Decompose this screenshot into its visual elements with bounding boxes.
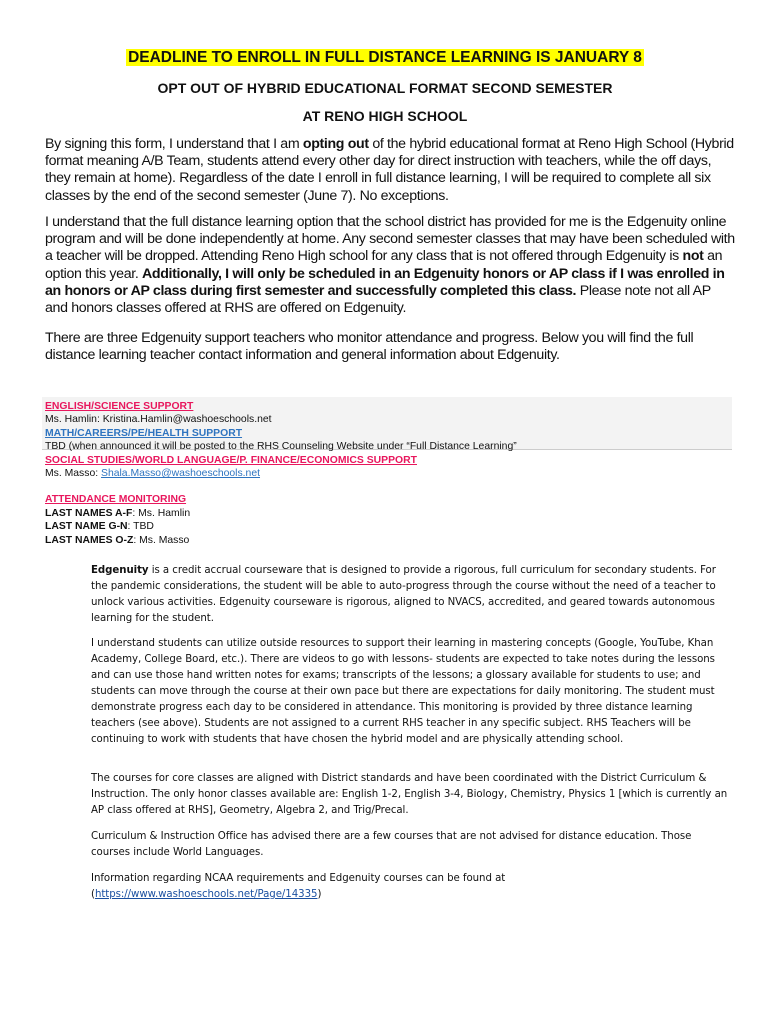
edgenuity-option-paragraph: I understand that the full distance learning option that the school district has provided for me is the Edgenuity online program and will be done independently at home. Any second semester classes that may have been scheduled with a teacher will be dropped. Attending Reno High school for any class that is not offered through Edgenuity is not an option this year. Additionally, I will only be scheduled in an Edgenuity honors or AP class if I was enrolled in an honors or AP class during first semester and successfully completed this class. Please note not all AP and honors classes offered at RHS are offered on Edgenuity. bbox=[45, 214, 735, 317]
edgenuity-description: Edgenuity is a credit accrual courseware that is designed to provide a rigorous, full curriculum for secondary students. For the pandemic considerations, the student will be able to auto-progress through the course without the need of a teacher to unlock various activities. Edgenuity courseware is rigorous, aligned to NVACS, accredited, and geared towards autonomous learning for the student. bbox=[91, 565, 716, 624]
deadline-heading bbox=[0, 48, 770, 68]
attendance-monitoring bbox=[45, 493, 190, 547]
attendance-row: LAST NAMES O-Z: Ms. Masso bbox=[45, 534, 190, 546]
ncaa-info-paragraph: Information regarding NCAA requirements and Edgenuity courses can be found at (https://www.washoeschools.net/Page/14335) bbox=[91, 873, 506, 900]
opting-out-emphasis: opting out bbox=[302, 136, 369, 152]
math-careers-contact: TBD (when announced it will be posted to the RHS Counseling Website under “Full Distance Learning” bbox=[45, 441, 517, 453]
attendance-heading: ATTENDANCE MONITORING bbox=[45, 494, 187, 505]
social-studies-contact: Ms. Masso: Shala.Masso@washoeschools.net bbox=[45, 468, 261, 480]
outside-resources-paragraph: I understand students can utilize outside resources to support their learning in mastering concepts (Google, YouTube, Khan Academy, College Board, etc.). There are videos to go with lessons- students are expected to take notes during the lessons and can use those hand written notes for exams; transcripts of the lessons; a glossary available for students to use; and students can move through the course at their own pace but there are expectations for daily monitoring. The student must demonstrate progress each day to be considered in attendance. This monitoring is provided by three distance learning teachers (see above). Students are not assigned to a current RHS teacher in any specific subject. RHS Teachers will be continuing to work with students that have chosen the hybrid model and are physically attending school. bbox=[91, 638, 715, 745]
curriculum-office-paragraph: Curriculum & Instruction Office has advised there are a few courses that are not advised for distance education. Those courses include World Languages. bbox=[91, 831, 692, 858]
masso-email-link[interactable]: Shala.Masso@washoeschools.net bbox=[101, 468, 261, 480]
honors-ap-emphasis: Additionally, I will only be scheduled in an Edgenuity honors or AP class if I was enrolled in an honors or AP class during first semester and successfully completed this class. bbox=[45, 265, 725, 299]
social-studies-heading: SOCIAL STUDIES/WORLD LANGUAGE/P. FINANCE/ECONOMICS SUPPORT bbox=[45, 454, 417, 466]
core-classes-paragraph: The courses for core classes are aligned with District standards and have been coordinated with the District Curriculum & Instruction. The only honor classes available are: English 1-2, English 3-4, Biology, Chemistry, Physics 1 [which is currently an AP class offered at RHS], Geometry, Algebra 2, and Trig/Precal. bbox=[91, 773, 728, 816]
attendance-row: LAST NAME G-N: TBD bbox=[45, 521, 154, 533]
english-science-contact: Ms. Hamlin: Kristina.Hamlin@washoeschools.net bbox=[45, 414, 272, 426]
english-science-heading: ENGLISH/SCIENCE SUPPORT bbox=[45, 401, 194, 412]
opt-out-paragraph: By signing this form, I understand that I am opting out of the hybrid educational format at Reno High School (Hybrid format meaning A/B Team, students attend every other day for direct instruction with teachers, while the off days, they remain at home). Regardless of the date I enroll in full distance learning, I will be required to complete all six classes by the end of the second semester (June 7). No exceptions. bbox=[45, 136, 734, 204]
school-title: AT RENO HIGH SCHOOL bbox=[302, 108, 468, 124]
attendance-row: LAST NAMES A-F: Ms. Hamlin bbox=[45, 507, 191, 519]
ncaa-page-link[interactable]: https://www.washoeschools.net/Page/14335 bbox=[94, 889, 318, 900]
support-contacts bbox=[45, 400, 735, 480]
support-teachers-paragraph: There are three Edgenuity support teachers who monitor attendance and progress. Below you will find the full distance learning teacher contact information and general information about Edgenuity. bbox=[45, 330, 694, 364]
math-careers-heading: MATH/CAREERS/PE/HEALTH SUPPORT bbox=[45, 427, 243, 439]
form-title: OPT OUT OF HYBRID EDUCATIONAL FORMAT SECOND SEMESTER bbox=[157, 80, 613, 96]
deadline-highlight: DEADLINE TO ENROLL IN FULL DISTANCE LEARNING IS JANUARY 8 bbox=[128, 49, 642, 66]
